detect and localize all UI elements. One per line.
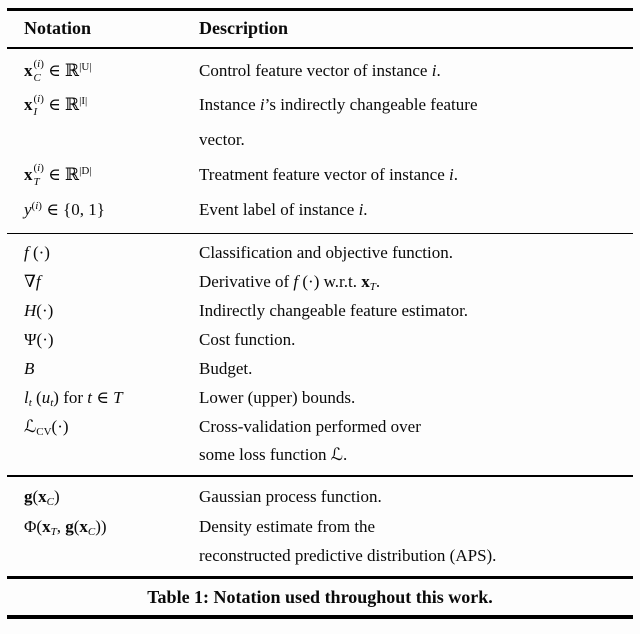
table-row (7, 413, 633, 471)
table-row (7, 88, 633, 158)
notation-cell: $g(x_C)$ (24, 486, 60, 508)
notation-cell: $\Phi(x_T$, $g(x_C)$) (24, 516, 107, 538)
table-row (7, 326, 633, 355)
description-cell: Classification and objective function. (199, 243, 453, 263)
notation-cell: $l_t$ $(u_t)$ for t ∈ T (24, 387, 123, 409)
table-group-gaussian (7, 477, 633, 576)
table-row (7, 239, 633, 268)
notation-cell: x (i) T ∈ ℝ$^{|D|}$ (24, 162, 92, 189)
notation-cell: B (24, 358, 35, 378)
description-cell: Derivative of f (·) w.r.t. $x_T$. (199, 272, 381, 293)
description-cell: Cost function. (199, 329, 296, 349)
table-row (7, 482, 633, 512)
description-cell: Treatment feature vector of instance i. (199, 165, 459, 185)
description-cell: Control feature vector of instance i. (199, 60, 441, 80)
table-row (7, 54, 633, 89)
column-header-notation: Notation (24, 18, 91, 38)
description-cell: Instance i’s indirectly changeable feature vector. (199, 95, 478, 150)
page-bottom-rule (7, 615, 633, 619)
table-group-functions (7, 234, 633, 475)
table-row (7, 512, 633, 572)
description-cell: Cross-validation performed over some loss function ℒ. (199, 416, 421, 465)
notation-cell: x (i) I ∈ ℝ$^{|I|}$ (24, 92, 88, 119)
description-cell: Indirectly changeable feature estimator. (199, 301, 469, 320)
table-row (7, 158, 633, 193)
notation-cell: f (·) (24, 243, 50, 263)
notation-cell: x (i) C ∈ ℝ$^{|U|}$ (24, 57, 92, 84)
notation-cell: $y^{(i)}$ ∈ {0, 1} (24, 199, 105, 219)
description-cell: Event label of instance i. (199, 199, 368, 219)
description-cell: Budget. (199, 358, 253, 378)
notation-cell: H(·) (24, 301, 54, 320)
table-row (7, 384, 633, 413)
description-cell: Density estimate from the reconstructed predictive distribution (APS). (199, 516, 497, 566)
notation-cell: ℒ$_{CV}$(·) (24, 416, 69, 438)
table-caption: Table 1: Notation used throughout this work. (147, 587, 493, 608)
table-header-row (7, 11, 633, 47)
description-cell: Lower (upper) bounds. (199, 387, 356, 407)
description-cell: Gaussian process function. (199, 486, 382, 506)
table-row (7, 193, 633, 228)
table-row (7, 297, 633, 326)
column-header-description: Description (199, 18, 288, 38)
notation-cell: ∇f (24, 272, 41, 292)
table-row (7, 268, 633, 297)
table-group-variables (7, 49, 633, 233)
table-row (7, 355, 633, 384)
notation-cell: Ψ(·) (24, 329, 54, 349)
